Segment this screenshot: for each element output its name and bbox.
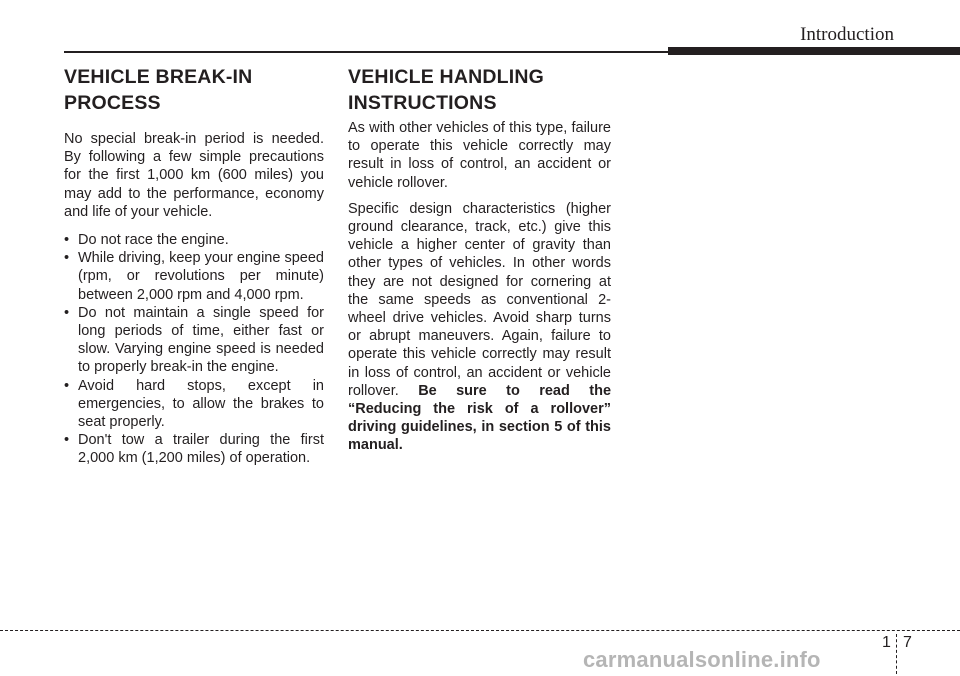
break-in-bullet-list: [64, 231, 324, 468]
page-number-separator: [896, 634, 897, 674]
header-rule: [64, 51, 668, 53]
footer-rule: [0, 630, 960, 631]
chapter-number: 1: [882, 634, 891, 651]
rollover-guidelines-note: Be sure to read the “Reducing the risk of a rollover” driving guidelines, in section 5 of this manual.: [348, 382, 612, 454]
bullet-item: • Do not maintain a single speed for long periods of time, either fast or slow. Varying engine speed is needed to properly break-in the engine.: [64, 304, 324, 377]
watermark: carmanualsonline.info: [583, 647, 821, 672]
left-column: [64, 64, 324, 468]
right-column: [348, 64, 611, 463]
break-in-heading: VEHICLE BREAK-IN PROCESS: [64, 66, 253, 114]
handling-paragraph-1: As with other vehicles of this type, failure to operate this vehicle correctly may result in loss of control, an accident or vehicle rollover.: [348, 120, 611, 191]
break-in-intro: No special break-in period is needed. By following a few simple precautions for the first 1,000 km (600 miles) you may add to the performance, economy and life of your vehicle.: [64, 131, 324, 220]
bullet-item: • Do not race the engine.: [64, 231, 324, 249]
bullet-item: • While driving, keep your engine speed (rpm, or revolutions per minute) between 2,000 rpm and 4,000 rpm.: [64, 249, 324, 304]
page-header-title: Introduction: [800, 24, 894, 45]
bullet-item: • Avoid hard stops, except in emergencies, to allow the brakes to seat properly.: [64, 377, 324, 432]
page-number: 7: [903, 634, 912, 651]
handling-paragraph-2: [348, 200, 611, 455]
bullet-item: • Don't tow a trailer during the first 2,000 km (1,200 miles) of operation.: [64, 431, 324, 467]
handling-heading: VEHICLE HANDLING INSTRUCTIONS: [348, 66, 545, 114]
handling-paragraph-2-text: Specific design characteristics (higher ground clearance, track, etc.) give this vehicle a higher center of gravity than other types of vehicles. In other words they are not designed for cornering at the same speeds as conventional 2-wheel drive vehicles. Avoid sharp turns or abrupt maneuvers. Again, failure to operate this vehicle correctly may result in loss of control, an accident or vehicle rollover.: [348, 200, 611, 399]
header-bar: [668, 47, 960, 55]
